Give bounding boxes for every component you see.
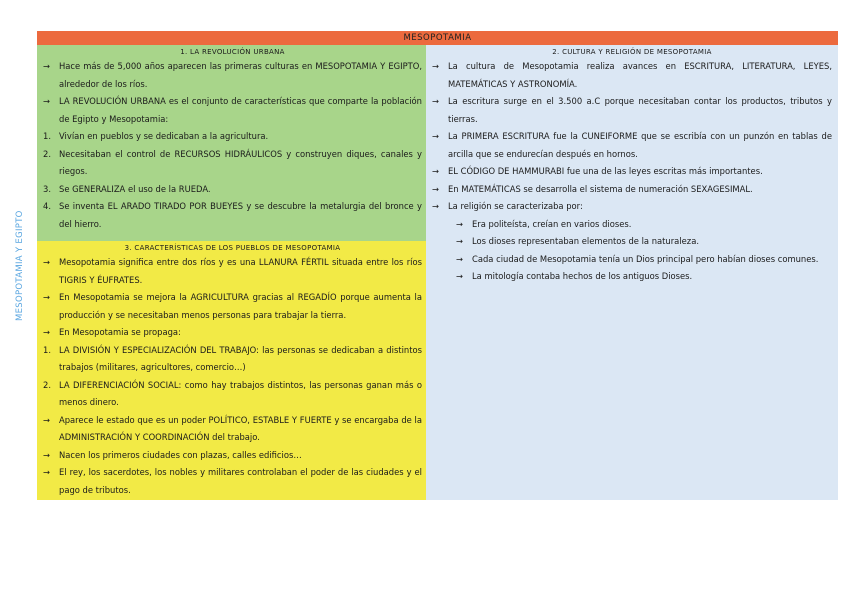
list-item-text: EL CÓDIGO DE HAMMURABI fue una de las leyes escritas más importantes. [448,166,763,176]
arrow-bullet-icon: → [43,96,51,106]
arrow-bullet-icon: → [432,166,440,176]
arrow-bullet-icon: → [432,131,440,141]
list-item [432,251,832,269]
list-item-text: Hace más de 5,000 años aparecen las primeras culturas en MESOPOTAMIA Y EGIPTO, alrededor de los ríos. [59,61,422,89]
list-item [43,447,422,465]
list-item-text: Aparece le estado que es un poder POLÍTICO, ESTABLE Y FUERTE y se encargaba de la ADMINISTRACIÓN Y COORDINACIÓN del trabajo. [59,414,422,442]
section-cultura-religion [426,45,838,500]
list-item [432,216,832,234]
list-number: 2. [43,379,51,390]
list-item [43,198,422,233]
arrow-bullet-icon: → [432,96,440,106]
list-item-text: La PRIMERA ESCRITURA fue la CUNEIFORME que se escribía con un punzón en tablas de arcilla que se endurecían después en hornos. [448,131,832,159]
list-item-text: LA REVOLUCIÓN URBANA es el conjunto de características que comparte la población de Egipto y Mesopotamia: [59,96,422,124]
list-item-text: El rey, los sacerdotes, los nobles y militares controlaban el poder de las ciudades y el pago de tributos. [59,467,422,495]
list-item [43,412,422,447]
list-item-text: En MATEMÁTICAS se desarrolla el sistema de numeración SEXAGESIMAL. [448,183,753,194]
section-list [43,58,422,233]
list-item [432,268,832,286]
list-item-text: Cada ciudad de Mesopotamia tenía un Dios principal pero habían dioses comunes. [472,253,819,264]
list-item [43,93,422,128]
list-item [43,377,422,412]
arrow-bullet-icon: → [456,271,464,281]
list-item-text: Era politeísta, creían en varios dioses. [472,218,632,229]
arrow-bullet-icon: → [43,467,51,477]
arrow-bullet-icon: → [43,292,51,302]
arrow-bullet-icon: → [432,201,440,211]
section-title: 1. LA REVOLUCIÓN URBANA [180,48,285,56]
list-number: 1. [43,344,51,355]
list-item-text: En Mesopotamia se mejora la AGRICULTURA gracias al REGADÍO porque aumenta la producción y se necesitaban menos personas para trabajar la tierra. [59,292,422,320]
list-item [43,289,422,324]
list-item-text: Necesitaban el control de RECURSOS HIDRÁULICOS y construyen diques, canales y riegos. [59,148,422,176]
section-title: 2. CULTURA Y RELIGIÓN DE MESOPOTAMIA [552,48,712,56]
arrow-bullet-icon: → [43,449,51,460]
list-item [43,324,422,342]
section-list [432,58,832,286]
arrow-bullet-icon: → [432,61,440,71]
list-item-text: LA DIFERENCIACIÓN SOCIAL: como hay trabajos distintos, las personas ganan más o menos dinero. [59,379,422,407]
list-item [43,464,422,499]
list-item [43,342,422,377]
list-item [432,198,832,216]
list-number: 4. [43,201,51,211]
list-item [43,128,422,146]
page-title: MESOPOTAMIA [37,31,838,45]
list-item-text: La religión se caracterizaba por: [448,201,583,211]
list-item [43,58,422,93]
list-item-text: Los dioses representaban elementos de la naturaleza. [472,236,699,246]
list-item-text: En Mesopotamia se propaga: [59,327,181,337]
list-item [43,146,422,181]
list-item [432,181,832,199]
arrow-bullet-icon: → [43,414,51,425]
arrow-bullet-icon: → [43,327,51,337]
arrow-bullet-icon: → [432,183,440,194]
list-item [432,163,832,181]
arrow-bullet-icon: → [456,253,464,264]
list-item [43,254,422,289]
list-item-text: Mesopotamia significa entre dos ríos y es una LLANURA FÉRTIL situada entre los ríos TIGRIS Y ÉUFRATES. [59,257,422,285]
list-item-text: Se GENERALIZA el uso de la RUEDA. [59,183,211,194]
list-item-text: Se inventa EL ARADO TIRADO POR BUEYES y se descubre la metalurgia del bronce y del hierro. [59,201,422,229]
list-item [432,93,832,128]
list-item-text: La cultura de Mesopotamia realiza avances en ESCRITURA, LITERATURA, LEYES, MATEMÁTICAS Y ASTRONOMÍA. [448,61,832,89]
list-number: 1. [43,131,51,141]
list-number: 3. [43,183,51,194]
arrow-bullet-icon: → [43,257,51,267]
list-item [432,128,832,163]
list-item [43,181,422,199]
arrow-bullet-icon: → [456,218,464,229]
list-item-text: La escritura surge en el 3.500 a.C porque necesitaban contar los productos, tributos y tierras. [448,96,832,124]
section-caracteristicas [37,241,426,500]
list-item-text: La mitología contaba hechos de los antiguos Dioses. [472,271,693,281]
list-item-text: Vivían en pueblos y se dedicaban a la agricultura. [59,131,269,141]
section-revolucion-urbana [37,45,426,241]
arrow-bullet-icon: → [43,61,51,71]
section-title: 3. CARACTERÍSTICAS DE LOS PUEBLOS DE MESOPOTAMIA [124,244,341,252]
side-label: MESOPOTAMIA Y EGIPTO [15,210,25,321]
arrow-bullet-icon: → [456,236,464,246]
list-item-text: Nacen los primeros ciudades con plazas, calles edificios… [59,449,302,460]
list-item-text: LA DIVISIÓN Y ESPECIALIZACIÓN DEL TRABAJO: las personas se dedicaban a distintos trabajos (militares, agricultores, comercio…) [59,344,422,372]
list-item [432,58,832,93]
section-list [43,254,422,499]
list-item [432,233,832,251]
list-number: 2. [43,148,51,159]
